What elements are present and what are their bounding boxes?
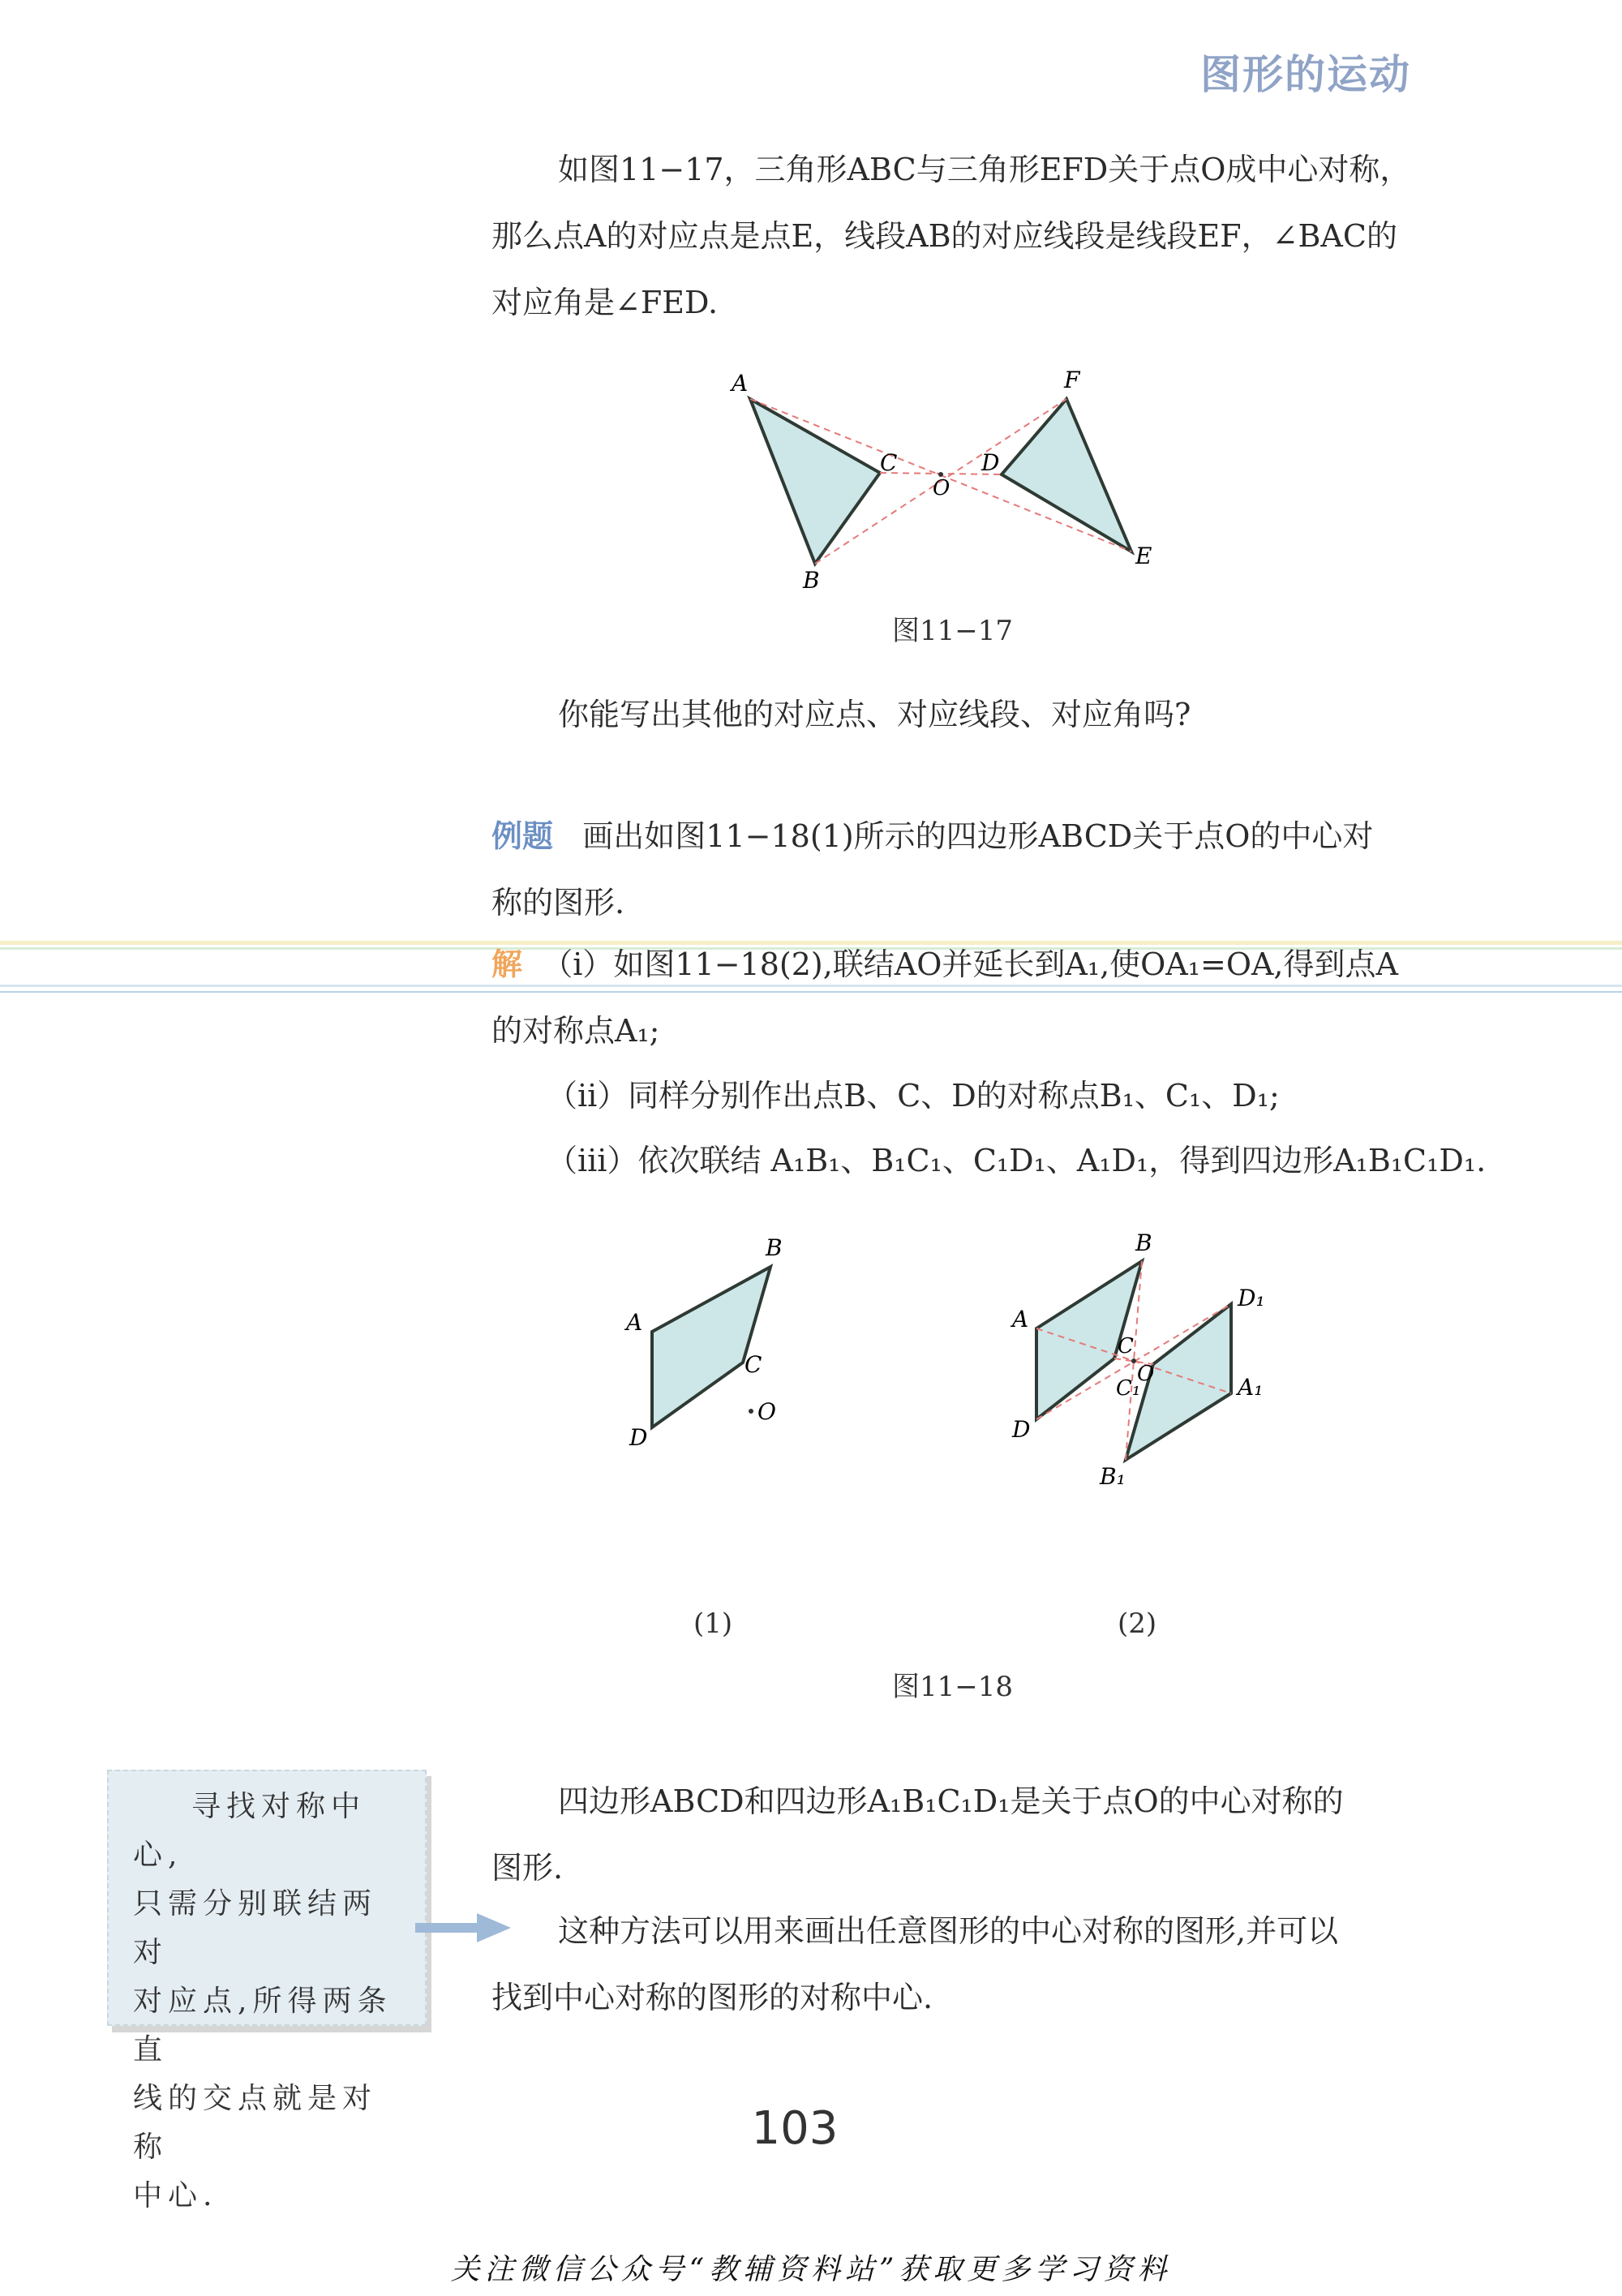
intro-line-3: 对应角是∠FED.	[491, 285, 719, 320]
figure-11-18-2	[998, 1225, 1289, 1598]
figure-11-18-caption: 图11−18	[892, 1671, 1014, 1703]
label-b: B	[803, 567, 820, 592]
label-b: B	[766, 1234, 783, 1261]
label-o: O	[757, 1398, 776, 1425]
solution-line-1	[491, 931, 1398, 998]
label-o: O	[1137, 1362, 1155, 1386]
conclusion-line-2: 图形.	[491, 1850, 564, 1886]
question-text: 你能写出其他的对应点、对应线段、对应角吗?	[558, 697, 1191, 732]
conclusion-line-3: 这种方法可以用来画出任意图形的中心对称的图形,并可以	[558, 1913, 1339, 1949]
label-e: E	[1135, 543, 1152, 569]
conclusion-line-4: 找到中心对称的图形的对称中心.	[491, 1980, 933, 2015]
quadrilateral-abcd	[652, 1267, 770, 1427]
label-d: D	[629, 1424, 648, 1451]
center-point-o	[1131, 1358, 1136, 1363]
label-f: F	[1064, 367, 1080, 393]
example-line-1	[491, 803, 1373, 869]
tip-line-5: 中心.	[133, 2179, 218, 2212]
example-text-1: 画出如图11−18(1)所示的四边形ABCD关于点O的中心对	[582, 818, 1374, 854]
tip-note	[107, 1770, 427, 2212]
figure-11-18-1	[616, 1225, 827, 1452]
label-b: B	[1135, 1230, 1152, 1256]
label-o: O	[933, 476, 950, 500]
label-b1: B₁	[1100, 1463, 1126, 1490]
solution-step-1a: （ⅰ）如图11−18(2),联结AO并延长到A₁,使OA₁=OA,得到点A	[542, 946, 1398, 982]
figure-11-17	[714, 365, 1168, 592]
solution-label: 解	[491, 946, 523, 982]
intro-line-2: 那么点A的对应点是点E，线段AB的对应线段是线段EF，∠BAC的	[491, 218, 1397, 254]
footer-watermark-note: 关注微信公众号“教辅资料站”获取更多学习资料	[450, 2253, 1172, 2286]
triangle-efd	[1002, 399, 1131, 551]
figure-11-18-sub1-caption: (1)	[693, 1607, 733, 1640]
tip-line-4: 线的交点就是对称	[133, 2082, 378, 2164]
example-label: 例题	[491, 818, 554, 854]
label-d: D	[981, 449, 1000, 476]
tip-line-2: 只需分别联结两对	[133, 1887, 378, 1969]
label-a: A	[1012, 1306, 1029, 1333]
label-a: A	[732, 370, 749, 397]
figure-11-17-caption: 图11−17	[892, 615, 1014, 647]
triangle-abc	[750, 399, 880, 564]
conclusion-line-1: 四边形ABCD和四边形A₁B₁C₁D₁是关于点O的中心对称的	[558, 1783, 1344, 1819]
intro-line-1: 如图11−17，三角形ABC与三角形EFD关于点O成中心对称，	[558, 152, 1411, 187]
label-c: C	[880, 449, 898, 476]
label-c1: C₁	[1116, 1376, 1141, 1401]
solution-step-2: （ⅱ）同样分别作出点B、C、D的对称点B₁、C₁、D₁;	[547, 1078, 1280, 1114]
solution-step-1b: 的对称点A₁;	[491, 1013, 660, 1049]
label-c: C	[744, 1351, 762, 1378]
chapter-title: 图形的运动	[1200, 51, 1411, 98]
label-d1: D₁	[1238, 1285, 1265, 1311]
label-d: D	[1012, 1416, 1031, 1443]
figure-11-18-sub2-caption: (2)	[1118, 1607, 1157, 1640]
label-a1: A₁	[1238, 1374, 1264, 1401]
tip-line-1: 寻找对称中心,	[133, 1790, 367, 1872]
label-a: A	[626, 1309, 643, 1336]
page-number: 103	[751, 2102, 839, 2155]
example-line-2: 称的图形.	[491, 885, 625, 921]
solution-step-3: （ⅲ）依次联结 A₁B₁、B₁C₁、C₁D₁、A₁D₁，得到四边形A₁B₁C₁D₁.	[547, 1143, 1487, 1178]
label-c: C	[1118, 1334, 1134, 1358]
point-o	[749, 1409, 753, 1414]
tip-line-3: 对应点,所得两条直	[133, 1985, 393, 2066]
